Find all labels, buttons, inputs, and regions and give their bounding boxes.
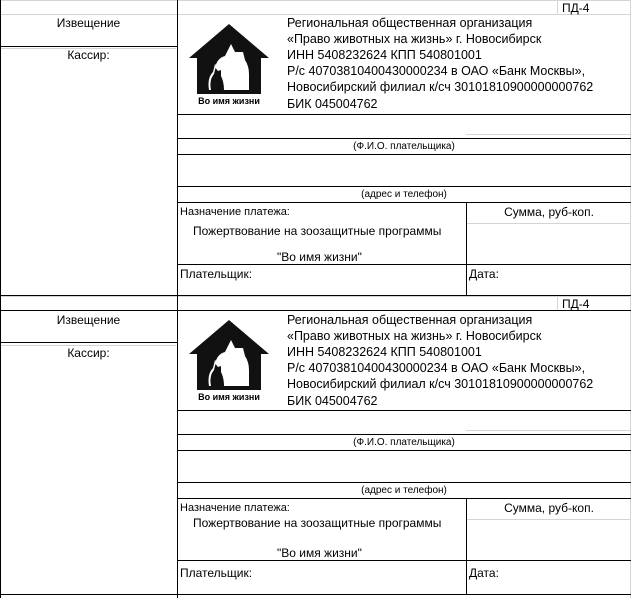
address-caption: (адрес и телефон) — [361, 485, 447, 496]
recipient-line: «Право животных на жизнь» г. Новосибирск — [287, 32, 542, 46]
purpose-label: Назначение платежа: — [180, 206, 290, 218]
logo-text: Во имя жизни — [198, 96, 260, 106]
recipient-line: БИК 045004762 — [287, 97, 378, 111]
logo-text: Во имя жизни — [198, 392, 260, 402]
cashier-label: Кассир: — [67, 48, 110, 62]
purpose-text: Пожертвование на зоозащитные программы — [193, 516, 442, 530]
form-code: ПД-4 — [562, 1, 590, 15]
payer-label: Плательщик: — [180, 267, 253, 281]
address-caption: (адрес и телефон) — [361, 189, 447, 200]
date-label: Дата: — [469, 566, 499, 580]
purpose-label: Назначение платежа: — [180, 502, 290, 514]
logo — [187, 318, 271, 404]
notice-label: Извещение — [56, 16, 121, 30]
recipient-line: Новосибирский филиал к/сч 30101810900000000762 — [287, 80, 594, 94]
recipient-line: Региональная общественная организация — [287, 313, 533, 327]
logo — [187, 22, 271, 108]
recipient-line: Р/с 40703810400430000234 в ОАО «Банк Москвы», — [287, 361, 586, 375]
recipient-line: Р/с 40703810400430000234 в ОАО «Банк Москвы», — [287, 64, 586, 78]
recipient-line: ИНН 5408232624 КПП 540801001 — [287, 48, 482, 62]
recipient-line: Региональная общественная организация — [287, 16, 533, 30]
form-code: ПД-4 — [562, 297, 590, 311]
payer-name-caption: (Ф.И.О. плательщика) — [353, 437, 455, 448]
payer-name-caption: (Ф.И.О. плательщика) — [353, 141, 455, 152]
purpose-text: "Во имя жизни" — [277, 546, 362, 560]
payer-label: Плательщик: — [180, 566, 253, 580]
amount-label: Сумма, руб-коп. — [504, 205, 594, 219]
date-label: Дата: — [469, 267, 499, 281]
amount-label: Сумма, руб-коп. — [504, 501, 594, 515]
recipient-line: БИК 045004762 — [287, 394, 378, 408]
recipient-line: Новосибирский филиал к/сч 30101810900000000762 — [287, 377, 594, 391]
recipient-line: «Право животных на жизнь» г. Новосибирск — [287, 329, 542, 343]
purpose-text: Пожертвование на зоозащитные программы — [193, 224, 442, 238]
recipient-line: ИНН 5408232624 КПП 540801001 — [287, 345, 482, 359]
cashier-label: Кассир: — [67, 346, 110, 360]
purpose-text: "Во имя жизни" — [277, 250, 362, 264]
notice-label: Извещение — [56, 313, 121, 327]
